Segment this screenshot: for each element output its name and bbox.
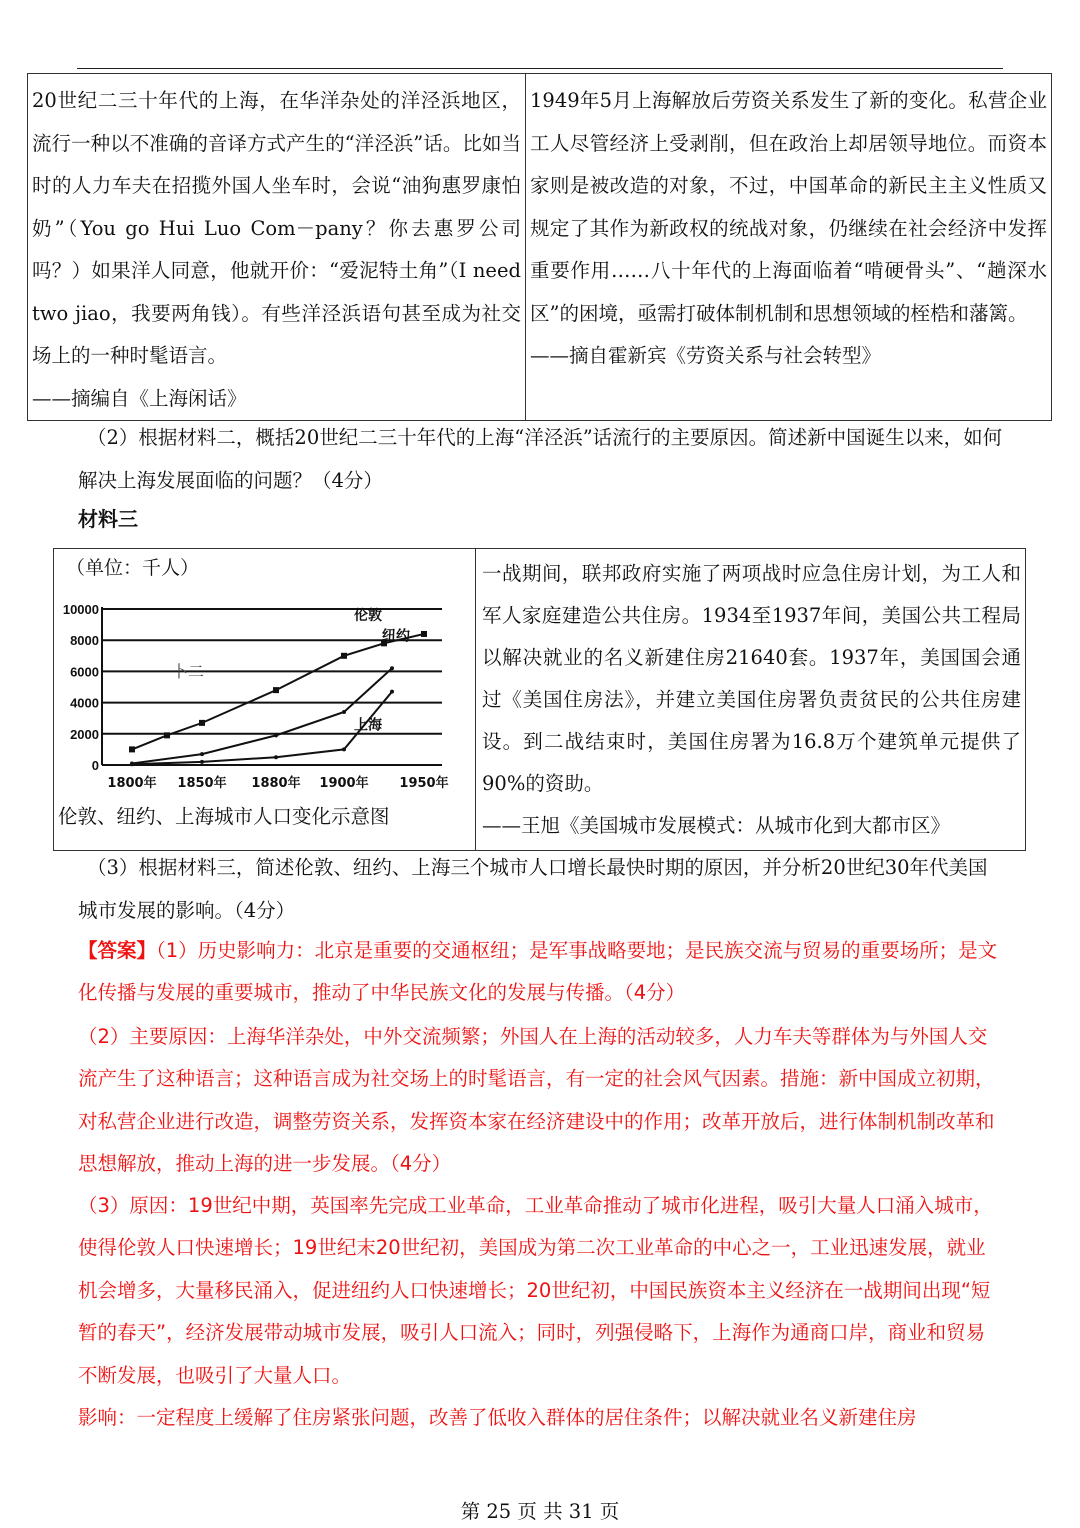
material2-left-cell <box>28 74 526 420</box>
data-point <box>390 666 394 670</box>
x-tick-label: 1950年 <box>399 776 449 791</box>
material3-right-text: 一战期间，联邦政府实施了两项战时应急住房计划，为工人和军人家庭建造公共住房。1934至1937年间，美国公共工程局以解决就业的名义新建住房21640套。1937年，美国国会通过《美国住房法》，并建立美国住房署负责贫民的公共住房建设。到二战结束时，美国住房署为16.8万个建筑单元提供了90%的资助。 <box>482 562 1021 795</box>
answer-4: 影响：一定程度上缓解了住房紧张问题，改善了低收入群体的居住条件；以解决就业名义新建住房 <box>78 1406 917 1429</box>
page-footer: 第 25 页 共 31 页 <box>460 1500 620 1523</box>
series-label-shanghai: 上海 <box>354 717 382 734</box>
chart-annotation: 卜二 <box>172 662 205 681</box>
material3-chart-cell <box>54 549 476 850</box>
x-tick-label: 1900年 <box>319 776 369 791</box>
data-point <box>421 631 427 637</box>
y-tick-label: 8000 <box>70 633 99 649</box>
chart-unit-label: （单位：千人） <box>66 557 200 579</box>
material3-heading: 材料三 <box>78 507 138 531</box>
series-label-london: 伦敦 <box>354 607 382 624</box>
data-point <box>390 690 394 694</box>
data-point <box>200 752 204 756</box>
x-tick-label: 1800年 <box>107 776 157 791</box>
data-point <box>273 687 279 693</box>
material3-text-cell <box>476 549 1025 850</box>
x-tick-label: 1880年 <box>251 776 301 791</box>
data-point <box>129 746 135 752</box>
material2-right-cell <box>526 74 1051 420</box>
y-tick-label: 0 <box>91 758 99 773</box>
answer-tag: 【答案】 <box>78 939 157 962</box>
data-point <box>274 733 278 737</box>
answer-1-text: （1）历史影响力：北京是重要的交通枢纽；是军事战略要地；是民族交流与贸易的重要场所；是文化传播与发展的重要城市，推动了中华民族文化的发展与传播。（4分） <box>78 939 998 1005</box>
question-2: （2）根据材料二，概括20世纪二三十年代的上海“洋泾浜”话流行的主要原因。简述新中国诞生以来，如何解决上海发展面临的问题？（4分） <box>78 426 1003 492</box>
data-point <box>342 747 346 751</box>
data-point <box>342 710 346 714</box>
series-label-newyork: 纽约 <box>382 628 410 645</box>
data-point <box>274 755 278 759</box>
data-point <box>200 760 204 764</box>
material2-left-source: ——摘编自《上海闲话》 <box>32 386 247 410</box>
y-tick-label: 6000 <box>70 664 99 680</box>
series-line-1 <box>132 668 392 763</box>
material2-right-source: ——摘自霍新宾《劳资关系与社会转型》 <box>530 344 882 367</box>
x-tick-label: 1850年 <box>177 776 227 791</box>
data-point <box>130 762 134 766</box>
header-rule <box>77 68 1003 69</box>
answer-1 <box>78 930 1003 1015</box>
y-tick-label: 4000 <box>70 695 99 711</box>
material2-left-text: 20世纪二三十年代的上海，在华洋杂处的洋泾浜地区，流行一种以不准确的音译方式产生的“洋泾浜”话。比如当时的人力车夫在招揽外国人坐车时，会说“油狗惠罗康怕奶”（You go Hui Luo Com－pany？你去惠罗公司吗？）如果洋人同意，他就开价：“爱泥特土角”（I need two jiao，我要两角钱）。有些洋泾浜语句甚至成为社交场上的一种时髦语言。 <box>32 89 521 367</box>
chart-caption: 伦敦、纽约、上海城市人口变化示意图 <box>58 805 390 828</box>
answer-2: （2）主要原因：上海华洋杂处，中外交流频繁；外国人在上海的活动较多，人力车夫等群体为与外国人交流产生了这种语言；这种语言成为社交场上的时髦语言，有一定的社会风气因素。措施：新中国成立初期，对私营企业进行改造，调整劳资关系，发挥资本家在经济建设中的作用；改革开放后，进行体制机制改革和思想解放，推动上海的进一步发展。（4分） <box>78 1025 995 1176</box>
material3-right-source: ——王旭《美国城市发展模式：从城市化到大都市区》 <box>482 814 951 837</box>
question-3: （3）根据材料三，简述伦敦、纽约、上海三个城市人口增长最快时期的原因，并分析20世纪30年代美国城市发展的影响。（4分） <box>78 856 988 922</box>
data-point <box>164 732 170 738</box>
data-point <box>199 720 205 726</box>
population-line-chart <box>54 585 474 799</box>
material2-table <box>27 73 1052 421</box>
y-tick-label: 10000 <box>62 602 99 617</box>
material3-table <box>53 548 1026 851</box>
data-point <box>341 653 347 659</box>
answer-3: （3）原因：19世纪中期，英国率先完成工业革命，工业革命推动了城市化进程，吸引大量人口涌入城市，使得伦敦人口快速增长；19世纪末20世纪初，美国成为第二次工业革命的中心之一，工业迅速发展，就业机会增多，大量移民涌入，促进纽约人口快速增长；20世纪初，中国民族资本主义经济在一战期间出现“短暂的春天”，经济发展带动城市发展，吸引人口流入；同时，列强侵略下，上海作为通商口岸，商业和贸易不断发展，也吸引了大量人口。 <box>78 1194 993 1387</box>
material2-right-text: 1949年5月上海解放后劳资关系发生了新的变化。私营企业工人尽管经济上受剥削，但在政治上却居领导地位。而资本家则是被改造的对象，不过，中国革命的新民主主义性质又规定了其作为新政权的统战对象，仍继续在社会经济中发挥重要作用……八十年代的上海面临着“啃硬骨头”、“趟深水区”的困境，亟需打破体制机制和思想领域的桎梏和藩篱。 <box>530 89 1047 325</box>
y-tick-label: 2000 <box>70 726 99 742</box>
